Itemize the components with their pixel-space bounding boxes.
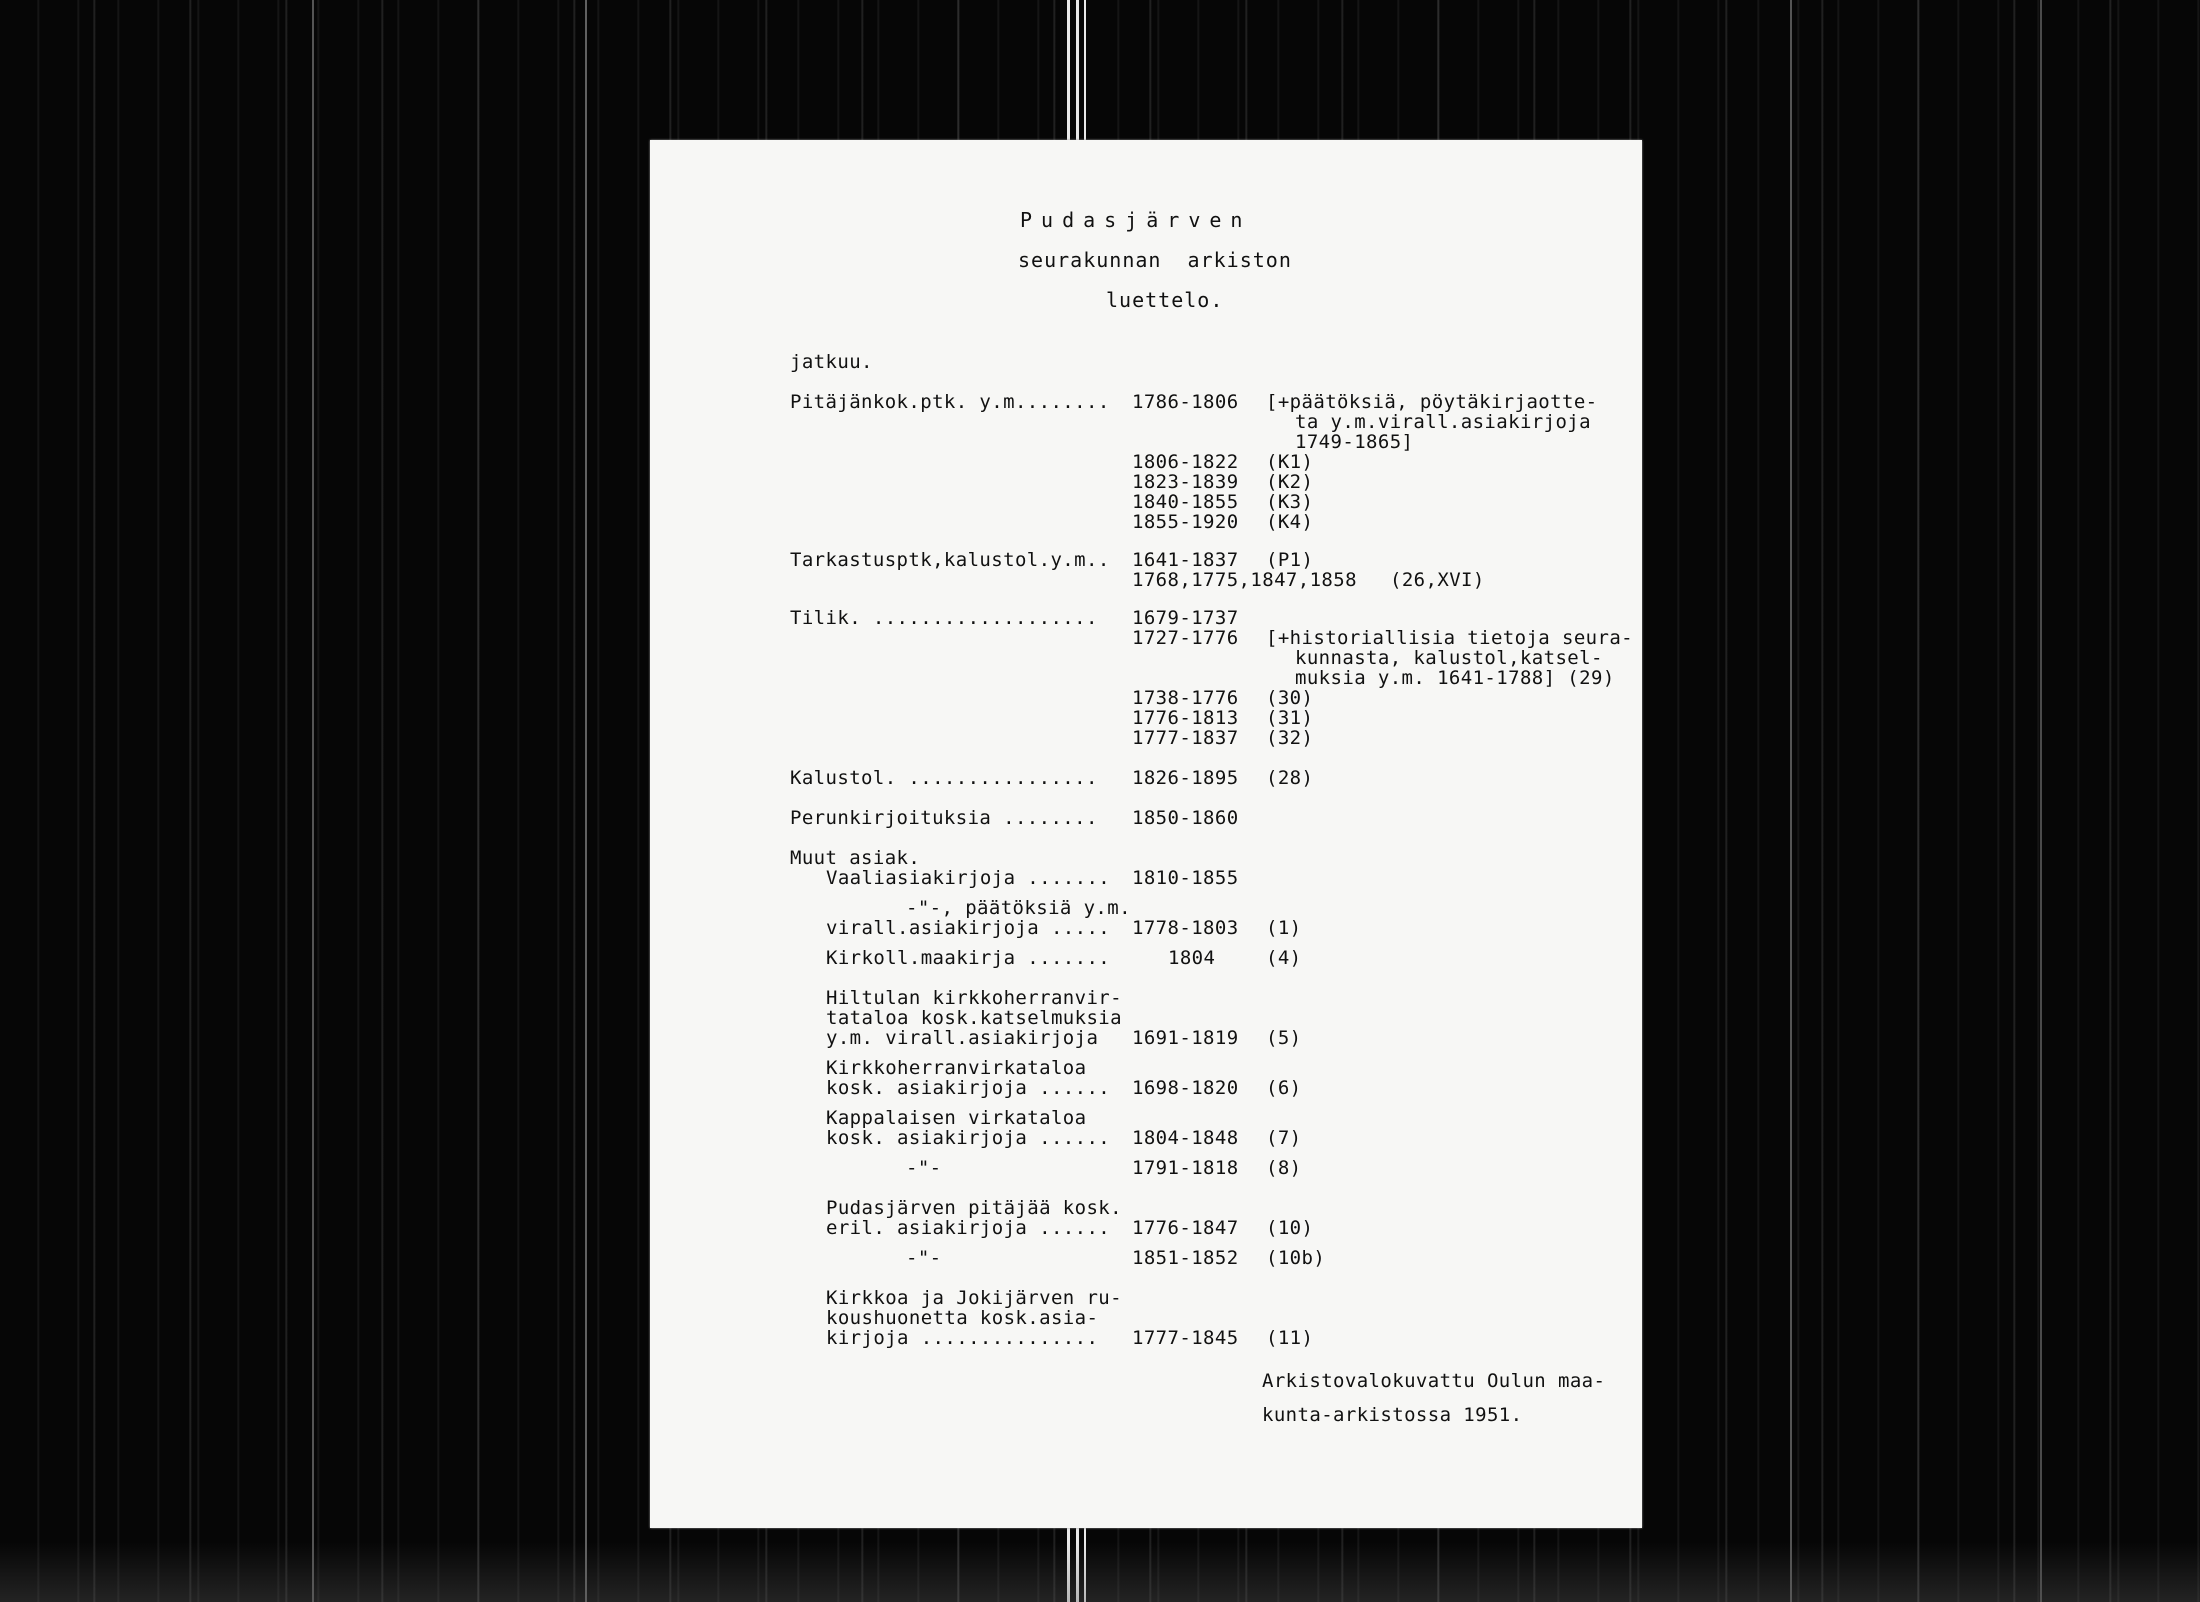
heading-line-1: Pudasjärven [1020, 208, 1252, 232]
entry-label: -"- [906, 1157, 942, 1179]
film-edge-haze [0, 1542, 2200, 1602]
entry-years: 1679-1737 [1132, 607, 1239, 629]
film-scratch-line [312, 0, 314, 1602]
entry-label: Tarkastusptk,kalustol.y.m.. [790, 549, 1110, 571]
entry-note: (31) [1266, 707, 1314, 729]
entry-label: koushuonetta kosk.asia- [826, 1307, 1099, 1329]
entry-note: (28) [1266, 767, 1314, 789]
entry-years: 1641-1837 [1132, 549, 1239, 571]
entry-years: 1786-1806 [1132, 391, 1239, 413]
entry-note: (5) [1266, 1027, 1302, 1049]
entry-years: 1804-1848 [1132, 1127, 1239, 1149]
entry-note: [+päätöksiä, pöytäkirjaotte- [1266, 391, 1598, 413]
entry-years: 1691-1819 [1132, 1027, 1239, 1049]
entry-note: (K1) [1266, 451, 1314, 473]
document-page [650, 140, 1642, 1528]
entry-label: Perunkirjoituksia ........ [790, 807, 1098, 829]
entry-label: Muut asiak. [790, 847, 921, 869]
entry-years: 1778-1803 [1132, 917, 1239, 939]
entry-note: ta y.m.virall.asiakirjoja [1295, 411, 1591, 433]
entry-note: (8) [1266, 1157, 1302, 1179]
entry-years: 1698-1820 [1132, 1077, 1239, 1099]
footer-line-1: Arkistovalokuvattu Oulun maa- [1262, 1370, 1606, 1392]
entry-label: kosk. asiakirjoja ...... [826, 1077, 1111, 1099]
entry-years: 1768,1775,1847,1858 [1132, 569, 1357, 591]
entry-note: (11) [1266, 1327, 1314, 1349]
entry-years: 1738-1776 [1132, 687, 1239, 709]
entry-label: Kirkoll.maakirja ....... [826, 947, 1111, 969]
entry-label: tataloa kosk.katselmuksia [826, 1007, 1122, 1029]
entry-label: Pitäjänkok.ptk. y.m........ [790, 391, 1110, 413]
film-scratch-line [1790, 0, 1792, 1602]
entry-label: virall.asiakirjoja ..... [826, 917, 1111, 939]
entry-years: 1791-1818 [1132, 1157, 1239, 1179]
entry-label: Tilik. ................... [790, 607, 1098, 629]
entry-years: 1840-1855 [1132, 491, 1239, 513]
entry-note: muksia y.m. 1641-1788] (29) [1295, 667, 1615, 689]
entry-note: (10) [1266, 1217, 1314, 1239]
entry-years: 1851-1852 [1132, 1247, 1239, 1269]
entry-years: 1826-1895 [1132, 767, 1239, 789]
film-scratch-line [585, 0, 587, 1602]
entry-label: -"- [906, 1247, 942, 1269]
entry-note: (26,XVI) [1390, 569, 1485, 591]
entry-label: kirjoja ............... [826, 1327, 1099, 1349]
entry-years: 1776-1847 [1132, 1217, 1239, 1239]
entry-years: 1823-1839 [1132, 471, 1239, 493]
continued-label: jatkuu. [790, 351, 873, 373]
entry-years: 1804 [1168, 947, 1216, 969]
entry-label: Kirkkoherranvirkataloa [826, 1057, 1087, 1079]
entry-label: eril. asiakirjoja ...... [826, 1217, 1111, 1239]
heading-line-3: luettelo. [1106, 288, 1224, 312]
entry-years: 1777-1837 [1132, 727, 1239, 749]
entry-label: -"-, päätöksiä y.m. [906, 897, 1131, 919]
entry-note: [+historiallisia tietoja seura- [1266, 627, 1634, 649]
entry-note: (6) [1266, 1077, 1302, 1099]
entry-note: 1749-1865] [1295, 431, 1414, 453]
entry-label: Vaaliasiakirjoja ....... [826, 867, 1111, 889]
entry-label: Kirkkoa ja Jokijärven ru- [826, 1287, 1122, 1309]
entry-note: (32) [1266, 727, 1314, 749]
entry-note: (P1) [1266, 549, 1314, 571]
entry-label: y.m. virall.asiakirjoja [826, 1027, 1099, 1049]
entry-note: (30) [1266, 687, 1314, 709]
entry-label: kosk. asiakirjoja ...... [826, 1127, 1111, 1149]
entry-label: Kappalaisen virkataloa [826, 1107, 1087, 1129]
entry-years: 1806-1822 [1132, 451, 1239, 473]
heading-line-2: seurakunnan arkiston [1018, 248, 1292, 272]
entry-years: 1855-1920 [1132, 511, 1239, 533]
entry-label: Kalustol. ................ [790, 767, 1098, 789]
entry-years: 1776-1813 [1132, 707, 1239, 729]
entry-note: kunnasta, kalustol,katsel- [1295, 647, 1603, 669]
entry-note: (K4) [1266, 511, 1314, 533]
entry-years: 1727-1776 [1132, 627, 1239, 649]
entry-note: (1) [1266, 917, 1302, 939]
film-scratch-line [2040, 0, 2042, 1602]
entry-note: (10b) [1266, 1247, 1326, 1269]
entry-years: 1777-1845 [1132, 1327, 1239, 1349]
entry-note: (K2) [1266, 471, 1314, 493]
footer-line-2: kunta-arkistossa 1951. [1262, 1404, 1523, 1426]
entry-label: Pudasjärven pitäjää kosk. [826, 1197, 1122, 1219]
entry-note: (7) [1266, 1127, 1302, 1149]
entry-years: 1810-1855 [1132, 867, 1239, 889]
entry-note: (K3) [1266, 491, 1314, 513]
entry-years: 1850-1860 [1132, 807, 1239, 829]
entry-note: (4) [1266, 947, 1302, 969]
entry-label: Hiltulan kirkkoherranvir- [826, 987, 1122, 1009]
